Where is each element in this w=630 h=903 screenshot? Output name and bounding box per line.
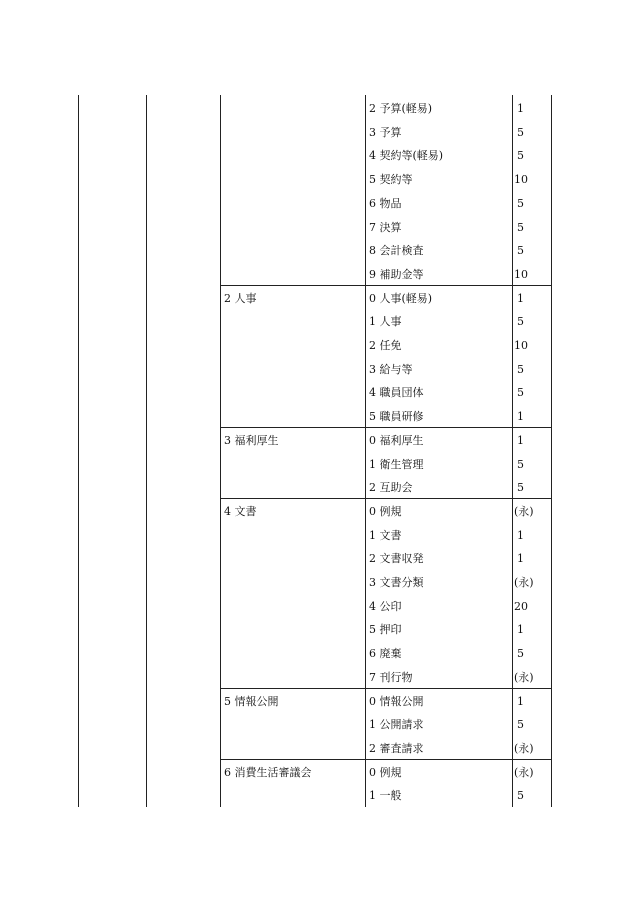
retention-period: 1 [517,410,524,424]
retention-period: 5 [517,647,524,661]
middle-category: 5 情報公開 [224,694,279,708]
column-border [146,95,147,807]
subcategory-label: 2 予算(軽易) [369,102,433,115]
column-border [78,95,79,807]
subcategory-label: 0 例規 [369,504,402,518]
retention-period: 1 [517,694,524,708]
subcategory-label: 1 文書 [369,528,402,542]
subcategory-label: 3 文書分類 [369,576,424,589]
group-divider [220,285,551,286]
retention-period: 1 [517,102,524,115]
subcategory-label: 5 契約等 [369,173,413,187]
retention-period: (永) [514,576,534,589]
retention-period: (永) [514,765,534,779]
group-divider [220,688,551,689]
retention-period: 10 [514,339,528,352]
retention-period: 5 [517,220,524,234]
subcategory-label: 2 互助会 [369,481,413,495]
subcategory-label: 2 審査請求 [369,741,424,755]
retention-period: (永) [514,741,534,755]
subcategory-label: 1 一般 [369,789,402,803]
retention-period: 5 [517,315,524,329]
retention-period: (永) [514,670,534,684]
subcategory-label: 6 廃棄 [369,647,402,661]
subcategory-label: 0 人事(軽易) [369,291,433,305]
retention-period: 5 [517,196,524,210]
subcategory-label: 4 公印 [369,599,402,613]
retention-period: 5 [517,362,524,376]
subcategory-label: 0 例規 [369,765,402,779]
column-border [512,95,513,807]
subcategory-label: 7 決算 [369,220,402,234]
retention-period: 5 [517,457,524,471]
retention-period: 10 [514,267,528,281]
retention-period: 10 [514,173,528,187]
column-border [220,95,221,807]
middle-category: 3 福利厚生 [224,433,279,447]
retention-period: 5 [517,149,524,163]
retention-period: 1 [517,552,524,566]
group-divider [220,498,551,499]
subcategory-label: 2 文書収発 [369,552,424,566]
subcategory-label: 3 給与等 [369,362,413,376]
subcategory-label: 3 予算 [369,125,402,139]
subcategory-label: 2 任免 [369,339,402,352]
subcategory-label: 1 公開請求 [369,718,424,732]
subcategory-label: 8 会計検査 [369,244,424,258]
subcategory-label: 1 人事 [369,315,402,329]
column-border [365,95,366,807]
retention-period: 5 [517,718,524,732]
retention-period: 5 [517,244,524,258]
subcategory-label: 9 補助金等 [369,267,424,281]
retention-period: 1 [517,623,524,637]
subcategory-label: 4 契約等(軽易) [369,149,444,163]
retention-period: 1 [517,291,524,305]
middle-category: 4 文書 [224,504,257,518]
retention-period: 5 [517,789,524,803]
subcategory-label: 0 情報公開 [369,694,424,708]
subcategory-label: 6 物品 [369,196,402,210]
retention-period: (永) [514,504,534,518]
retention-period: 20 [514,599,528,613]
subcategory-label: 5 押印 [369,623,402,637]
middle-category: 2 人事 [224,291,257,305]
group-divider [220,427,551,428]
subcategory-label: 0 福利厚生 [369,433,424,447]
retention-period: 1 [517,433,524,447]
retention-period: 5 [517,481,524,495]
column-border [551,95,552,807]
retention-period: 5 [517,125,524,139]
subcategory-label: 5 職員研修 [369,410,424,424]
retention-period: 5 [517,386,524,400]
group-divider [220,759,551,760]
subcategory-label: 1 衛生管理 [369,457,424,471]
middle-category: 6 消費生活審議会 [224,765,312,779]
subcategory-label: 4 職員団体 [369,386,424,400]
retention-period: 1 [517,528,524,542]
subcategory-label: 7 刊行物 [369,670,413,684]
